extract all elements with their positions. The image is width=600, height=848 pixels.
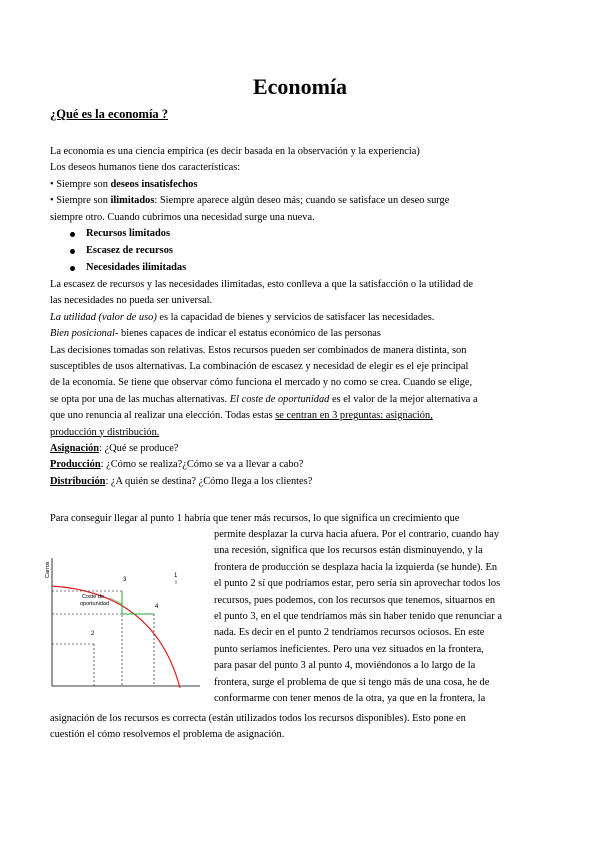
text-line: las necesidades no pueda ser universal.: [50, 295, 213, 307]
point-4-label: 4: [155, 604, 159, 610]
text-line: recursos, pues podemos, con los recursos que tenemos, situarnos en: [214, 594, 496, 606]
text-line: punto seríamos ineficientes. Pero una vez situados en la frontera,: [214, 643, 484, 655]
annotation-text: oportunidad: [80, 601, 110, 607]
text-line: se opta por una de las muchas alternativas. El coste de oportunidad es el valor de la mejor alternativa a: [50, 393, 478, 405]
section2-last-lines: [50, 711, 528, 744]
text-line: que uno renuncia al realizar una elección. Todas estas se centran en 3 preguntas: asignación,: [50, 410, 433, 422]
body-paragraph: [50, 277, 528, 490]
text-line: nada. Es decir en el punto 2 tendríamos recursos ociosos. En este: [214, 627, 485, 639]
bullet-list: [68, 226, 186, 276]
text-line: frontera, surge el problema de que si tengo más de una cosa, he de: [214, 676, 490, 688]
text-line: Para conseguir llegar al punto 1 habría que tener más recursos, lo que significa un crecimiento que: [50, 513, 460, 524]
text-line: producción y distribución.: [50, 426, 160, 438]
point-3-label: 3: [123, 577, 127, 583]
text-line: siempre otro. Cuando cubrimos una necesidad surge una nueva.: [50, 211, 315, 223]
list-item: Escasez de recursos: [68, 243, 186, 260]
y-axis-label: Carros: [45, 561, 51, 578]
section2-wrapped-text: [214, 527, 502, 707]
ppf-graph: [40, 548, 205, 690]
text-line: La utilidad (valor de uso) es la capacidad de bienes y servicios de satisfacer las necesidades.: [50, 311, 435, 323]
point-1-label: 1: [174, 573, 178, 579]
text-line: permite desplazar la curva hacia afuera. Por el contrario, cuando hay: [214, 529, 500, 540]
text-line: frontera de producción se desplaza hacia la izquierda (se hunde). En: [214, 561, 498, 573]
text-line: una recesión, significa que los recursos están disminuyendo, y la: [214, 545, 483, 557]
text-line: para pasar del punto 3 al punto 4, moviéndonos a lo largo de la: [214, 660, 476, 672]
text-line: de la economía. Se tiene que observar cómo funciona el mercado y no como se crea. Cuando se elige,: [50, 377, 473, 389]
text-line: La escasez de recursos y las necesidades ilimitadas, esto conlleva a que la satisfacción o la utilidad de: [50, 279, 473, 290]
text-line: La economía es una ciencia empírica (es decir basada en la observación y la experiencia): [50, 146, 420, 157]
list-item: Recursos limitados: [68, 226, 186, 243]
text-line: conformarme con tener menos de la otra, ya que en la frontera, la: [214, 692, 486, 704]
text-line: Las decisiones tomadas son relativas. Estos recursos pueden ser combinados de manera distinta, son: [50, 344, 467, 356]
text-line: el punto 2 sí que podríamos estar, pero sería sin aprovechar todos los: [214, 578, 501, 590]
list-item: Necesidades ilimitadas: [68, 260, 186, 277]
text-line: • Siempre son deseos insatisfechos: [50, 178, 198, 190]
question-distribucion: Distribución: ¿A quién se destina? ¿Cómo llega a los clientes?: [50, 475, 313, 487]
annotation-text: Coste de: [82, 594, 105, 600]
section-heading: ¿Qué es la economía ?: [50, 107, 169, 121]
text-line: • Siempre son ilimitados: Siempre aparece algún deseo más; cuando se satisface un deseo surge: [50, 195, 450, 207]
text-line: asignación de los recursos es correcta (están utilizados todos los recursos disponibles). Esto pone en: [50, 713, 466, 724]
intro-paragraph: [50, 144, 528, 226]
text-line: Bien posicional- bienes capaces de indicar el estatus económico de las personas: [50, 328, 381, 340]
section2-first-line: [50, 511, 528, 527]
text-line: el punto 3, en el que tendríamos más sin haber tenido que renunciar a: [214, 610, 502, 622]
question-asignacion: Asignación: ¿Qué se produce?: [50, 442, 179, 454]
point-2-label: 2: [91, 631, 95, 637]
text-line: Los deseos humanos tiene dos características:: [50, 162, 241, 174]
page-title: Economía: [252, 74, 348, 99]
text-line: cuestión el cómo resolvemos el problema de asignación.: [50, 729, 285, 741]
question-produccion: Producción: ¿Cómo se realiza?¿Cómo se va a llevar a cabo?: [50, 459, 304, 471]
text-line: susceptibles de usos alternativas. La combinación de escasez y necesidad de elegir es el eje principal: [50, 360, 469, 372]
